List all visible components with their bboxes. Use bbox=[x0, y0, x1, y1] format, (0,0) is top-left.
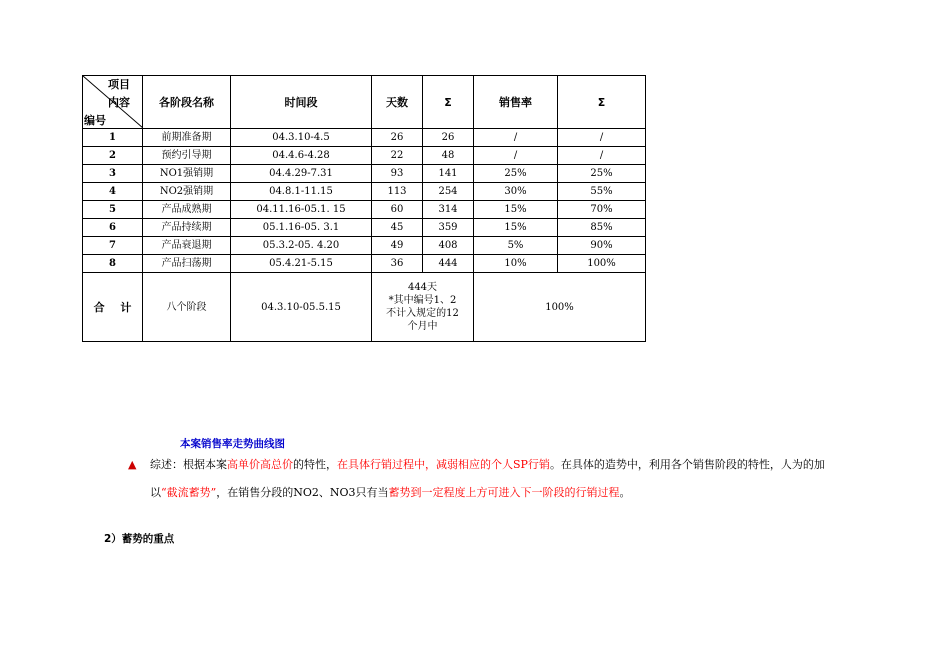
total-days-line: 个月中 bbox=[407, 321, 438, 332]
total-days-line: 不计入规定的12 bbox=[386, 308, 459, 319]
header-days: 天数 bbox=[372, 76, 423, 129]
row-sales-rate: / bbox=[474, 129, 558, 147]
header-cumulative-rate: Σ bbox=[558, 76, 646, 129]
row-stage-name: 前期准备期 bbox=[143, 129, 231, 147]
chart-title: 本案销售率走势曲线图 bbox=[180, 438, 285, 450]
row-sales-rate: 25% bbox=[474, 165, 558, 183]
row-days: 36 bbox=[372, 255, 423, 273]
row-cumulative-rate: 70% bbox=[558, 201, 646, 219]
row-sales-rate: 5% bbox=[474, 237, 558, 255]
header-stage-name: 各阶段名称 bbox=[143, 76, 231, 129]
corner-label-item: 项目 bbox=[108, 78, 130, 91]
table-header-row bbox=[83, 76, 646, 129]
row-cumulative-days: 444 bbox=[423, 255, 474, 273]
sales-schedule-table bbox=[82, 75, 646, 342]
row-days: 22 bbox=[372, 147, 423, 165]
row-stage-name: 产品持续期 bbox=[143, 219, 231, 237]
row-number: 3 bbox=[83, 165, 143, 183]
row-number: 2 bbox=[83, 147, 143, 165]
row-stage-name: NO2强销期 bbox=[143, 183, 231, 201]
row-number: 4 bbox=[83, 183, 143, 201]
total-days-line: *其中编号1、2 bbox=[388, 295, 457, 306]
row-cumulative-days: 359 bbox=[423, 219, 474, 237]
row-stage-name: 产品扫荡期 bbox=[143, 255, 231, 273]
row-days: 45 bbox=[372, 219, 423, 237]
row-sales-rate: 15% bbox=[474, 201, 558, 219]
row-sales-rate: 10% bbox=[474, 255, 558, 273]
row-cumulative-days: 48 bbox=[423, 147, 474, 165]
row-days: 49 bbox=[372, 237, 423, 255]
summary-text: 。在具体的造势中，利用各个销售阶段的特性，人为的加 bbox=[549, 458, 825, 471]
header-cumulative-days: Σ bbox=[423, 76, 474, 129]
corner-header-cell bbox=[83, 76, 143, 129]
row-cumulative-rate: 90% bbox=[558, 237, 646, 255]
total-label: 合 计 bbox=[83, 273, 143, 342]
row-number: 1 bbox=[83, 129, 143, 147]
table-row bbox=[83, 219, 646, 237]
row-cumulative-days: 141 bbox=[423, 165, 474, 183]
row-cumulative-rate: 85% bbox=[558, 219, 646, 237]
table-row bbox=[83, 237, 646, 255]
row-period: 04.3.10-4.5 bbox=[231, 129, 372, 147]
row-stage-name: 预约引导期 bbox=[143, 147, 231, 165]
row-stage-name: 产品衰退期 bbox=[143, 237, 231, 255]
row-days: 60 bbox=[372, 201, 423, 219]
summary-text: 以 bbox=[150, 486, 161, 499]
corner-label-number: 编号 bbox=[84, 114, 106, 127]
row-stage-name: 产品成熟期 bbox=[143, 201, 231, 219]
table-row bbox=[83, 147, 646, 165]
row-number: 8 bbox=[83, 255, 143, 273]
header-sales-rate: 销售率 bbox=[474, 76, 558, 129]
corner-label-content: 内容 bbox=[108, 96, 130, 109]
row-period: 05.4.21-5.15 bbox=[231, 255, 372, 273]
summary-paragraph bbox=[128, 451, 898, 507]
row-number: 6 bbox=[83, 219, 143, 237]
row-period: 05.1.16-05. 3.1 bbox=[231, 219, 372, 237]
table-row bbox=[83, 255, 646, 273]
row-cumulative-rate: / bbox=[558, 147, 646, 165]
row-days: 113 bbox=[372, 183, 423, 201]
total-stage-name: 八个阶段 bbox=[143, 273, 231, 342]
table-row bbox=[83, 183, 646, 201]
total-days-note bbox=[372, 273, 474, 342]
section-heading: 2）蓄势的重点 bbox=[104, 533, 175, 545]
summary-text: 综述：根据本案 bbox=[150, 458, 227, 471]
summary-text: 的特性， bbox=[293, 458, 337, 471]
row-period: 04.4.29-7.31 bbox=[231, 165, 372, 183]
table-total-row bbox=[83, 273, 646, 342]
row-sales-rate: 15% bbox=[474, 219, 558, 237]
row-sales-rate: / bbox=[474, 147, 558, 165]
row-days: 93 bbox=[372, 165, 423, 183]
row-period: 04.8.1-11.15 bbox=[231, 183, 372, 201]
total-period: 04.3.10-05.5.15 bbox=[231, 273, 372, 342]
row-cumulative-days: 254 bbox=[423, 183, 474, 201]
row-cumulative-rate: 25% bbox=[558, 165, 646, 183]
summary-highlight: 在具体行销过程中，减弱相应的个人SP行销 bbox=[337, 458, 550, 471]
summary-highlight: 高单价高总价 bbox=[227, 458, 293, 471]
table-row bbox=[83, 201, 646, 219]
row-days: 26 bbox=[372, 129, 423, 147]
row-cumulative-rate: 100% bbox=[558, 255, 646, 273]
row-cumulative-rate: / bbox=[558, 129, 646, 147]
row-cumulative-rate: 55% bbox=[558, 183, 646, 201]
summary-continuation bbox=[128, 479, 898, 507]
summary-text: 。 bbox=[619, 486, 631, 499]
row-sales-rate: 30% bbox=[474, 183, 558, 201]
row-cumulative-days: 314 bbox=[423, 201, 474, 219]
triangle-bullet-icon: ▲ bbox=[128, 458, 137, 471]
row-cumulative-days: 26 bbox=[423, 129, 474, 147]
row-number: 7 bbox=[83, 237, 143, 255]
total-days-line: 444天 bbox=[407, 282, 438, 293]
row-period: 04.4.6-4.28 bbox=[231, 147, 372, 165]
table-row bbox=[83, 165, 646, 183]
total-rate: 100% bbox=[474, 273, 646, 342]
summary-highlight: “截流蓄势” bbox=[161, 486, 217, 499]
row-number: 5 bbox=[83, 201, 143, 219]
row-period: 05.3.2-05. 4.20 bbox=[231, 237, 372, 255]
header-period: 时间段 bbox=[231, 76, 372, 129]
row-cumulative-days: 408 bbox=[423, 237, 474, 255]
summary-highlight: 蓄势到一定程度上方可进入下一阶段的行销过程 bbox=[388, 486, 620, 499]
table-row bbox=[83, 129, 646, 147]
summary-text: ，在销售分段的NO2、NO3只有当 bbox=[216, 486, 389, 499]
row-stage-name: NO1强销期 bbox=[143, 165, 231, 183]
row-period: 04.11.16-05.1. 15 bbox=[231, 201, 372, 219]
